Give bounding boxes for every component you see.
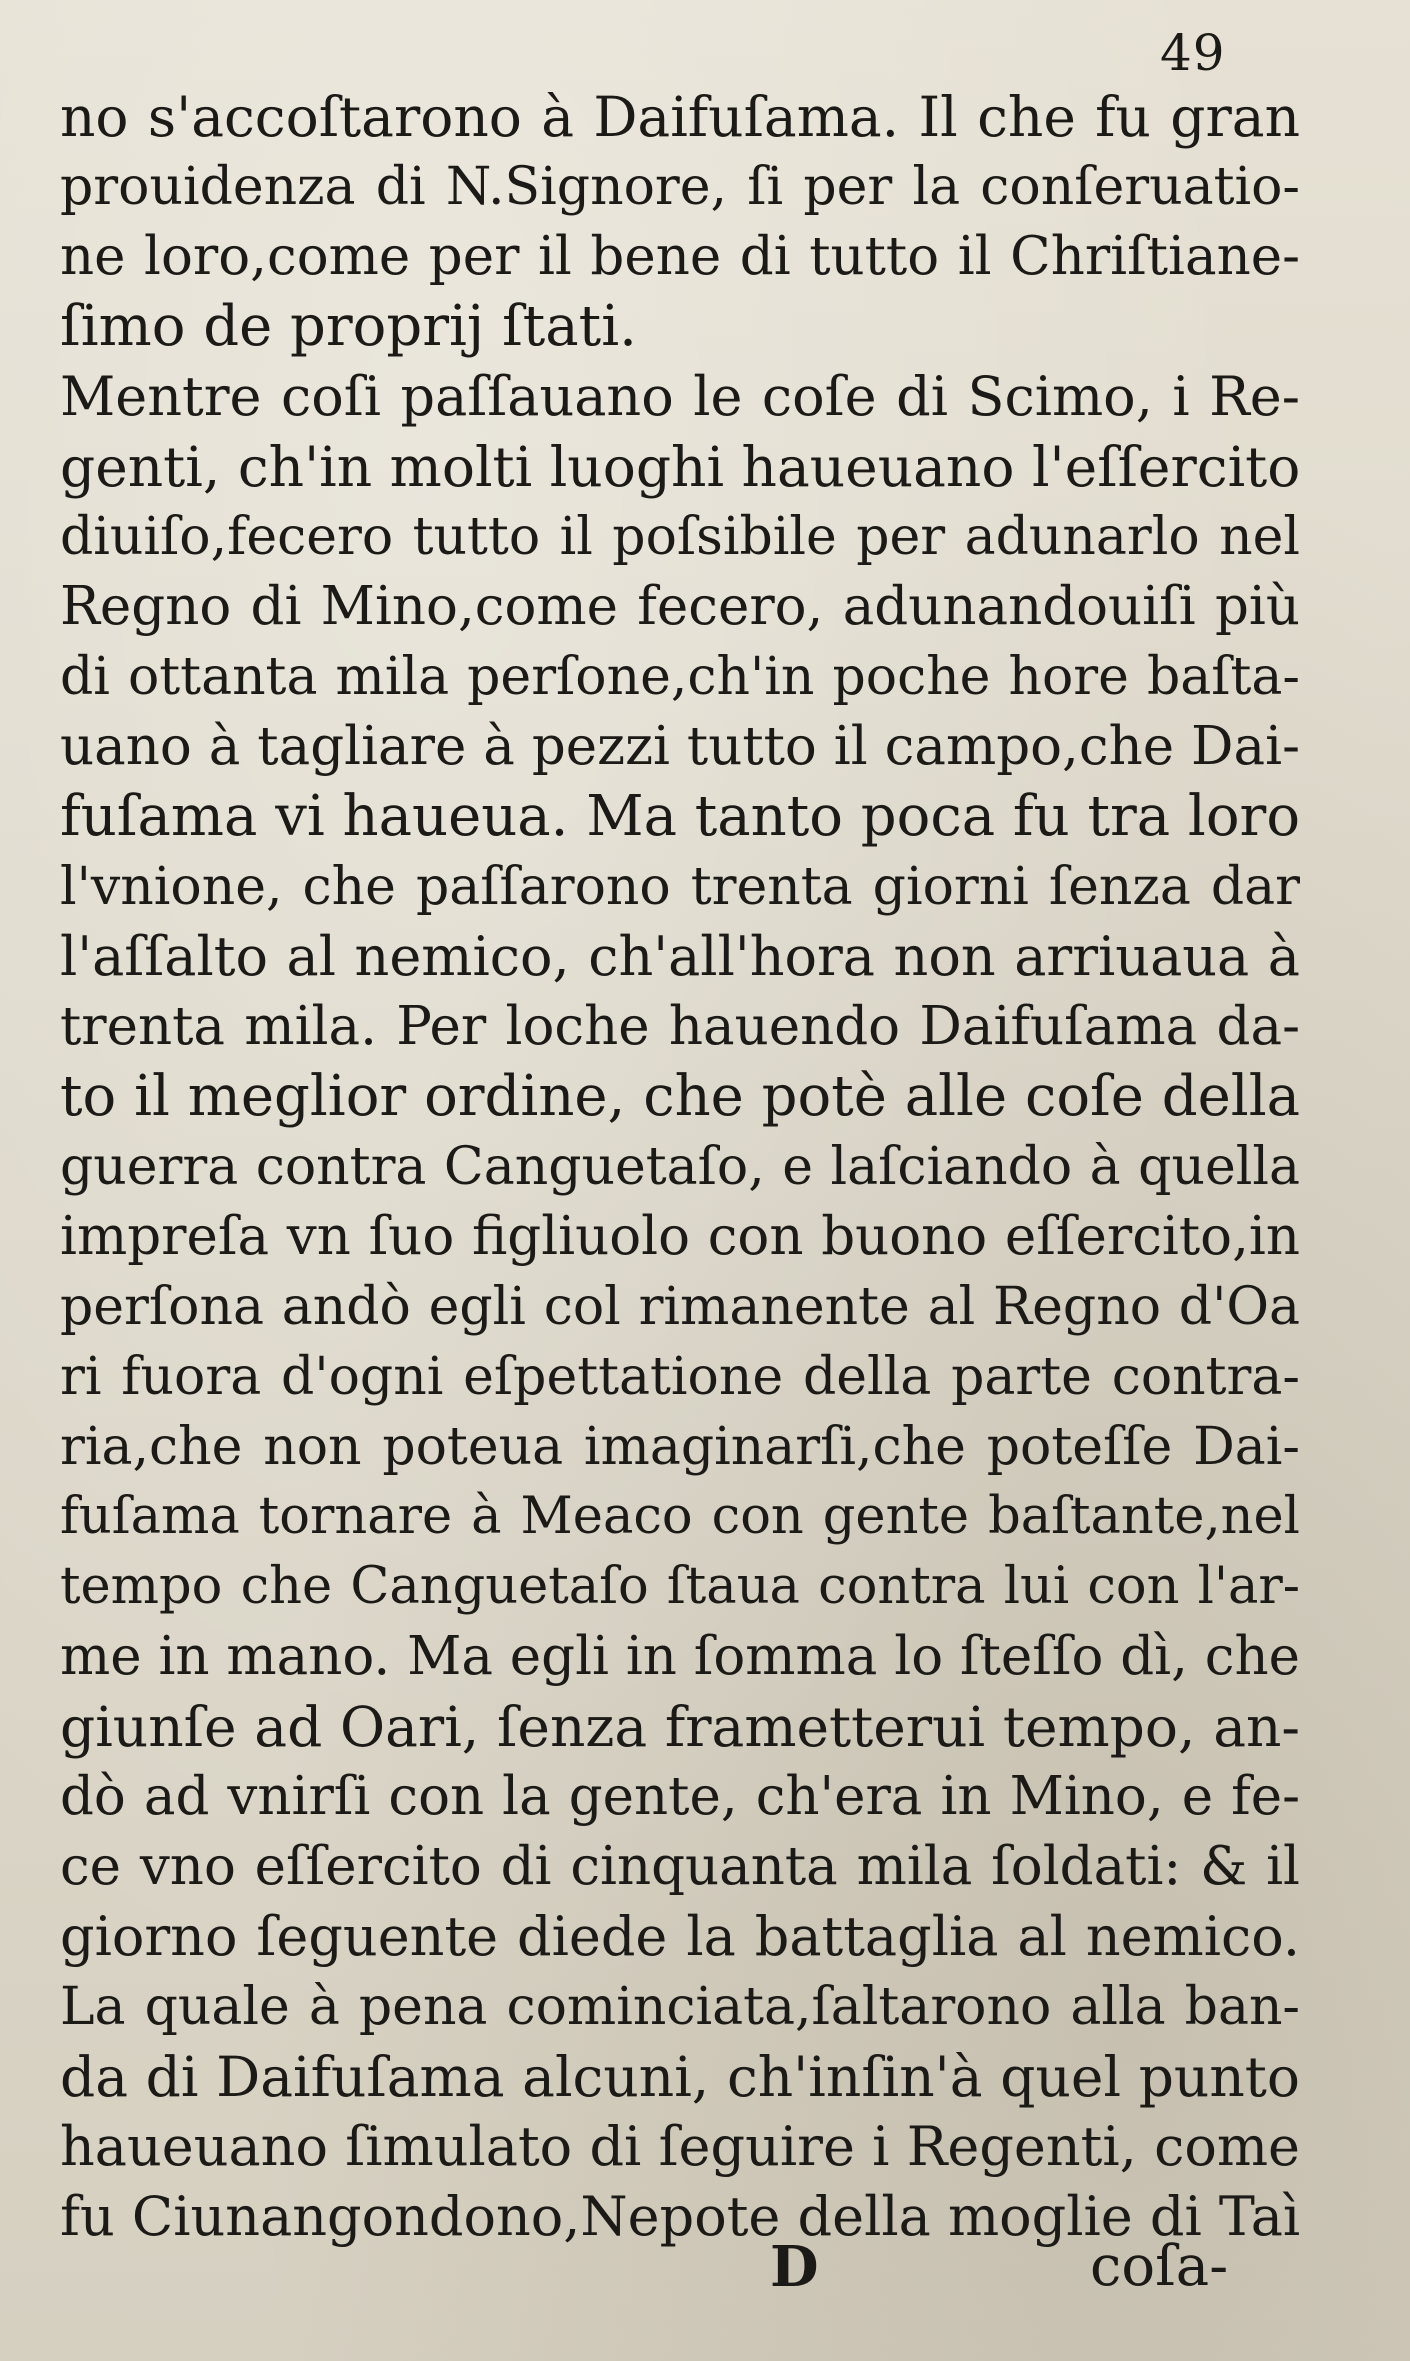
text-line: giunſe ad Oari, ſenza frametterui tempo, an- xyxy=(60,1695,1300,1759)
text-line: me in mano. Ma egli in ſomma lo ſteſſo dì, che xyxy=(60,1626,1300,1687)
text-line: da di Daifuſama alcuni, ch'inſin'à quel punto xyxy=(60,2045,1300,2109)
page-footer xyxy=(60,2232,1300,2302)
text-line: perſona andò egli col rimanente al Regno d'Oa xyxy=(60,1277,1300,1337)
text-line: La quale à pena cominciata,ſaltarono alla ban- xyxy=(60,1977,1300,2037)
body-text xyxy=(60,82,1300,2252)
text-line: ria,che non poteua imaginarſi,che poteſſe Dai- xyxy=(60,1417,1300,1477)
text-line: giorno ſeguente diede la battaglia al nemico. xyxy=(60,1905,1300,1968)
text-line: fuſama vi haueua. Ma tanto poca fu tra loro xyxy=(60,784,1301,849)
text-line: ne loro,come per il bene di tutto il Chriſtiane- xyxy=(60,226,1300,287)
text-line: ce vno eſſercito di cinquanta mila ſoldati: & il xyxy=(60,1836,1300,1897)
text-line: to il meglior ordine, che potè alle coſe della xyxy=(60,1064,1300,1129)
text-line: ri fuora d'ogni eſpettatione della parte contra- xyxy=(60,1347,1300,1407)
text-line: l'aſſalto al nemico, ch'all'hora non arriuaua à xyxy=(60,925,1300,988)
text-line: dò ad vnirſi con la gente, ch'era in Mino, e fe- xyxy=(60,1766,1300,1827)
text-line: fuſama tornare à Meaco con gente baſtante,nel xyxy=(60,1487,1300,1546)
text-line: trenta mila. Per loche hauendo Daifuſama da- xyxy=(60,996,1300,1057)
text-line: prouidenza di N.Signore, ſi per la conſeruatio- xyxy=(60,157,1300,217)
text-line: di ottanta mila perſone,ch'in poche hore baſta- xyxy=(60,647,1300,707)
text-line: no s'accoſtarono à Daifuſama. Il che fu gran xyxy=(60,85,1300,149)
text-line: uano à tagliare à pezzi tutto il campo,che Dai- xyxy=(60,716,1300,777)
text-line: diuiſo,fecero tutto il poſsibile per adunarlo nel xyxy=(60,507,1300,567)
text-line: impreſa vn ſuo figliuolo con buono eſſercito,in xyxy=(60,1206,1300,1267)
text-line: haueuano ſimulato di ſeguire i Regenti, come xyxy=(60,2115,1300,2178)
catchword: coſa- xyxy=(1090,2234,1229,2299)
text-line: guerra contra Canguetaſo, e laſciando à quella xyxy=(60,1137,1300,1197)
page-number: 49 xyxy=(1160,24,1226,82)
text-line: l'vnione, che paſſarono trenta giorni ſenza dar xyxy=(60,857,1300,917)
text-line: Regno di Mino,come fecero, adunandouiſi più xyxy=(60,576,1300,637)
text-line: fu Ciunangondono,Nepote della moglie di Taì xyxy=(60,2185,1301,2248)
text-line: Mentre coſi paſſauano le coſe di Scimo, i Re- xyxy=(60,365,1300,428)
text-line: ſimo de proprij ſtati. xyxy=(60,294,637,359)
text-line: tempo che Canguetaſo ſtaua contra lui con l'ar- xyxy=(60,1557,1300,1616)
signature-mark: D xyxy=(770,2234,819,2300)
text-line: genti, ch'in molti luoghi haueuano l'eſſercito xyxy=(60,435,1301,499)
